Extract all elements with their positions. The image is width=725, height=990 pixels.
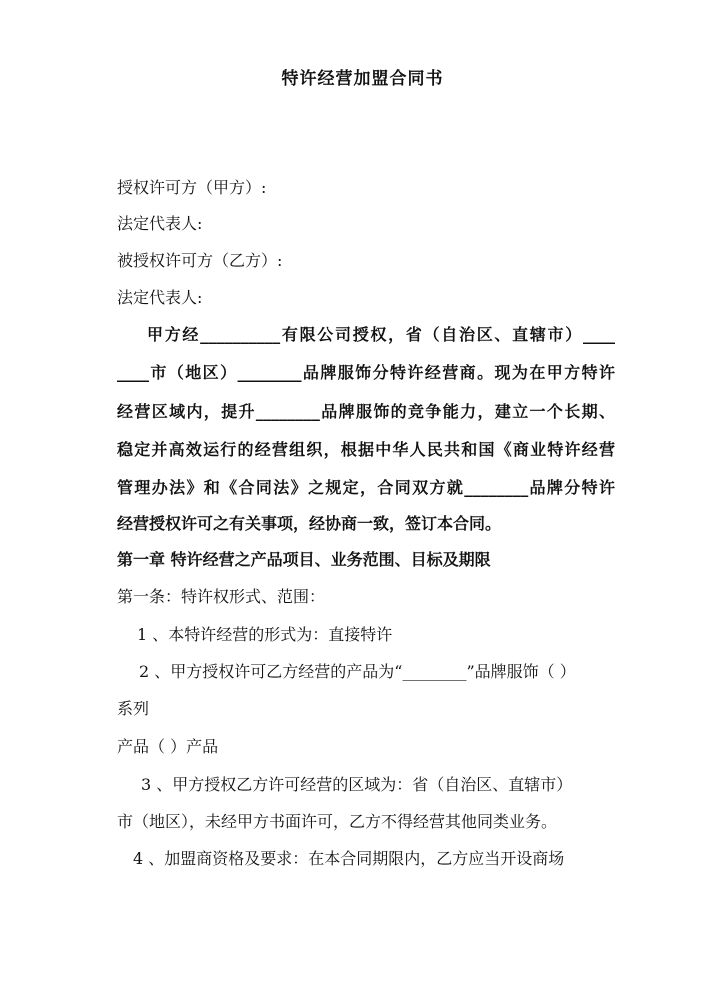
document-title: 特许经营加盟合同书: [281, 69, 444, 89]
licensor-representative-line: 法定代表人:: [117, 214, 203, 233]
item-2-products: 产品（ ）产品: [117, 737, 219, 756]
preamble-line-4: 稳定并高效运行的经营组织，根据中华人民共和国《商业特许经营: [117, 440, 615, 459]
article-heading: 第一条：特许权形式、范围：: [117, 587, 326, 606]
preamble-line-5: 管理办法》和《合同法》之规定，合同双方就________品牌分特许: [117, 478, 615, 497]
item-1: 1 、本特许经营的形式为：直接特许: [137, 625, 393, 644]
licensee-line: 被授权许可方（乙方）:: [117, 251, 283, 270]
licensor-line: 授权许可方（甲方）:: [117, 178, 267, 197]
chapter-heading: 第一章 特许经营之产品项目、业务范围、目标及期限: [117, 550, 491, 569]
item-2: 2 、甲方授权许可乙方经营的产品为“________”品牌服饰（ ）: [139, 662, 576, 681]
item-2-continuation: 系列: [117, 699, 150, 718]
preamble-line-1: 甲方经__________有限公司授权，省（自治区、直辖市）____: [147, 325, 615, 344]
licensee-representative-line: 法定代表人:: [117, 288, 203, 307]
item-4: 4 、加盟商资格及要求：在本合同期限内，乙方应当开设商场: [133, 849, 565, 868]
preamble-line-2: ____市（地区）________品牌服饰分特许经营商。现为在甲方特许: [117, 363, 615, 382]
preamble-line-3: 经营区域内，提升________品牌服饰的竞争能力，建立一个长期、: [117, 402, 615, 421]
item-3-continuation: 市（地区），未经甲方书面许可，乙方不得经营其他同类业务。: [117, 812, 558, 831]
item-3: 3 、甲方授权乙方许可经营的区域为：省（自治区、直辖市）: [141, 775, 573, 794]
preamble-line-6: 经营授权许可之有关事项，经协商一致，签订本合同。: [117, 514, 502, 533]
